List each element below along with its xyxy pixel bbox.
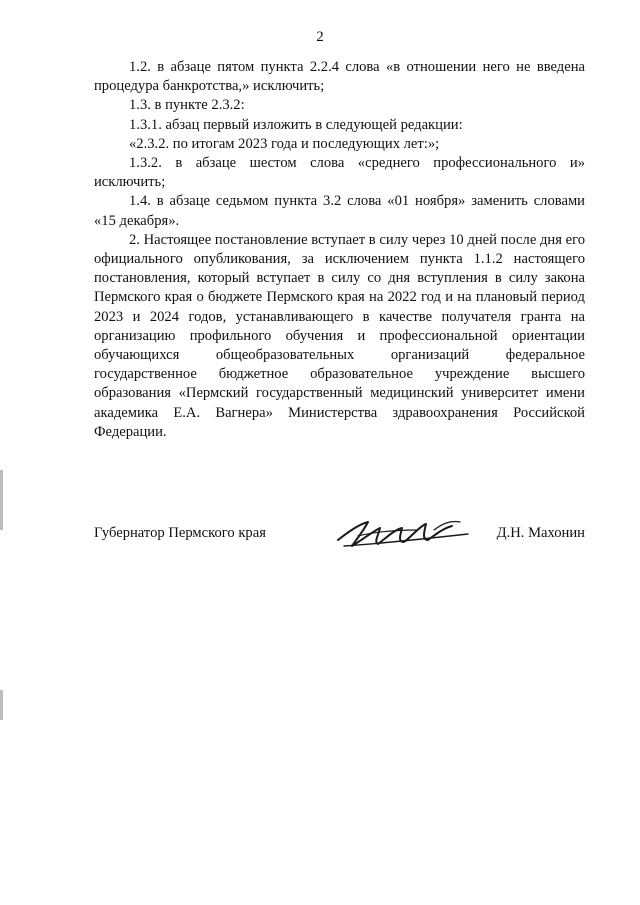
paragraph: 1.4. в абзаце седьмом пункта 3.2 слова «01 ноября» заменить словами «15 декабря». <box>94 193 585 229</box>
paragraph: 1.2. в абзаце пятом пункта 2.2.4 слова «в отношении него не введена процедура банкротства,» исключить; <box>94 59 585 95</box>
page-number: 2 <box>316 29 324 45</box>
paragraph: 1.3.1. абзац первый изложить в следующей редакции: <box>129 116 463 133</box>
paragraph: 1.3. в пункте 2.3.2: <box>129 97 245 114</box>
handwritten-signature <box>334 510 474 554</box>
scan-edge-mark <box>0 690 3 720</box>
paragraph: 1.3.2. в абзаце шестом слова «среднего профессионального и» исключить; <box>94 155 585 191</box>
signature-block <box>94 518 585 558</box>
paragraph: 2. Настоящее постановление вступает в силу через 10 дней после дня его официального опубликования, за исключением пункта 1.1.2 настоящего постановления, который вступает в силу со дня вступления в силу закона Пермского края о бюджете Пермского края на 2022 год и на плановый период 2023 и 2024 годов, устанавливающего в качестве получателя гранта на организацию профильного обучения и профессиональной ориентации обучающихся общеобразовательных организаций федеральное государственное бюджетное образовательное учреждение высшего образования «Пермский государственный медицинский университет имени академика Е.А. Вагнера» Министерства здравоохранения Российской Федерации. <box>94 231 585 440</box>
paragraph: «2.3.2. по итогам 2023 года и последующих лет:»; <box>129 135 440 152</box>
signatory-title: Губернатор Пермского края <box>94 525 266 541</box>
signatory-name: Д.Н. Махонин <box>496 525 585 541</box>
document-body <box>94 58 585 442</box>
scan-edge-mark <box>0 470 3 530</box>
